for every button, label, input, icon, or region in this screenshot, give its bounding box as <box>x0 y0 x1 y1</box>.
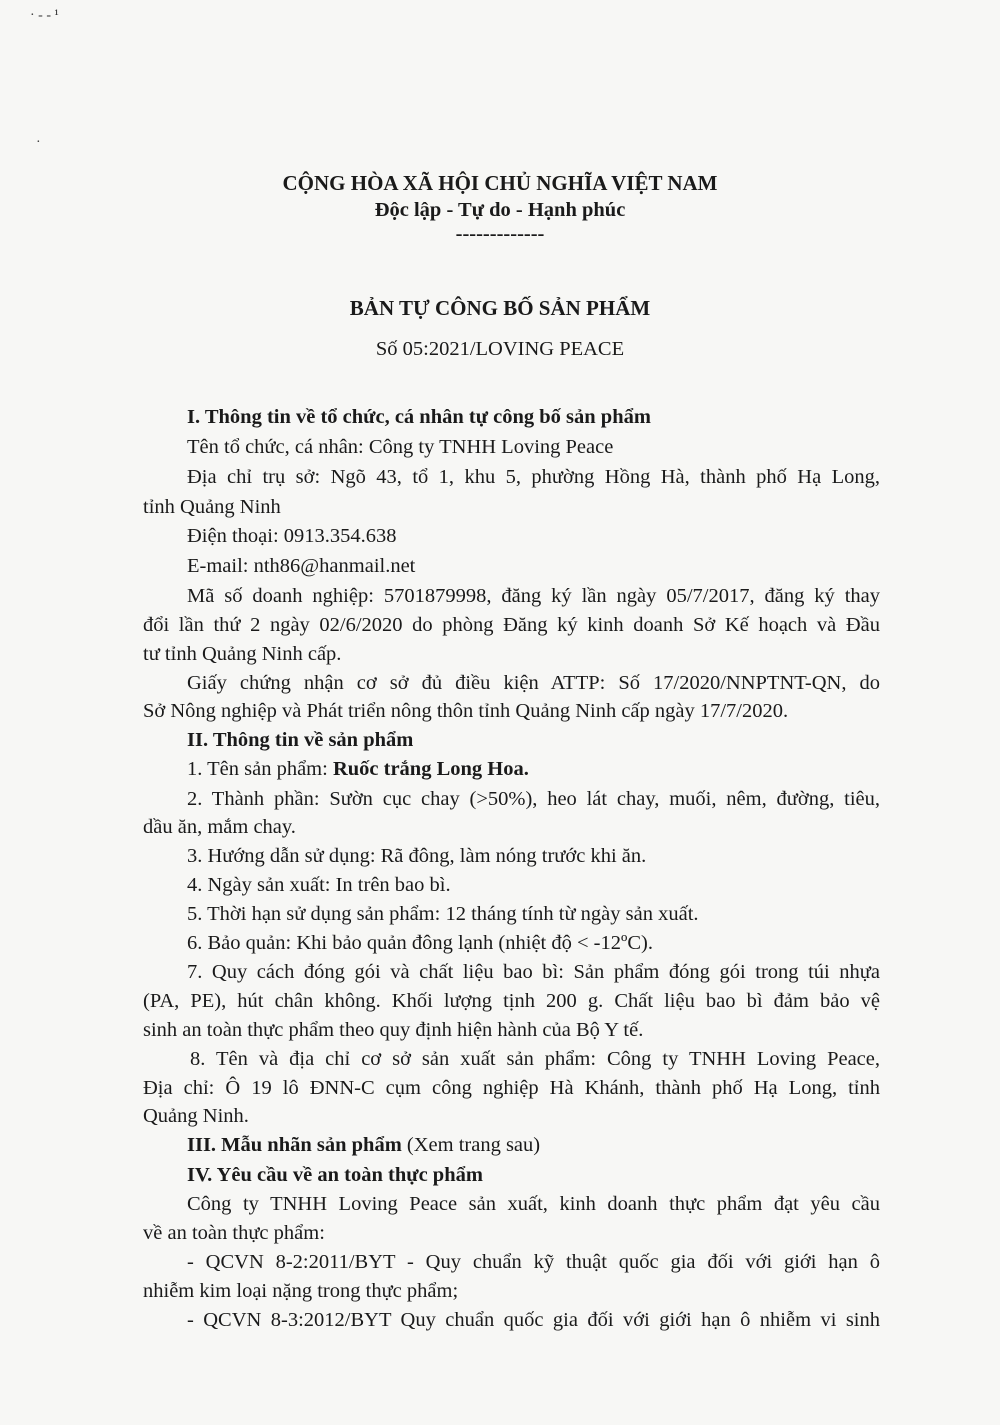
manufacturer-line-1: 8. Tên và địa chỉ cơ sở sản xuất sản phẩm: Công ty TNHH Loving Peace, <box>190 1048 880 1070</box>
ingredients-line-2: dầu ăn, mắm chay. <box>143 816 296 838</box>
business-line-2: đổi lần thứ 2 ngày 02/6/2020 do phòng Đăng ký kinh doanh Sở Kế hoạch và Đầu <box>143 614 880 636</box>
address-line-1: Địa chỉ trụ sở: Ngõ 43, tổ 1, khu 5, phường Hồng Hà, thành phố Hạ Long, <box>187 466 880 488</box>
section-3-note: (Xem trang sau) <box>401 1134 541 1156</box>
manufacturer-line-3: Quảng Ninh. <box>143 1105 249 1127</box>
document-number: Số 05:2021/LOVING PEACE <box>375 338 625 360</box>
cert-line-2: Sở Nông nghiệp và Phát triển nông thôn tỉnh Quảng Ninh cấp ngày 17/7/2020. <box>143 700 789 722</box>
packaging-line-1: 7. Quy cách đóng gói và chất liệu bao bì: Sản phẩm đóng gói trong túi nhựa <box>187 961 880 983</box>
safety-intro-1: Công ty TNHH Loving Peace sản xuất, kinh doanh thực phẩm đạt yêu cầu <box>187 1193 880 1215</box>
motto: Độc lập - Tự do - Hạnh phúc <box>374 199 626 221</box>
manufacturer-line-2: Địa chỉ: Ô 19 lô ĐNN-C cụm công nghiệp Hà Khánh, thành phố Hạ Long, tỉnh <box>143 1077 880 1099</box>
packaging-line-3: sinh an toàn thực phẩm theo quy định hiện hành của Bộ Y tế. <box>143 1019 644 1041</box>
ingredients-line-1: 2. Thành phần: Sườn cục chay (>50%), heo lát chay, muối, nêm, đường, tiêu, <box>187 788 880 810</box>
org-name: Tên tổ chức, cá nhân: Công ty TNHH Loving Peace <box>187 436 614 458</box>
scan-mark: · ‑ ‑ ¹ <box>30 8 59 23</box>
section-4-heading: IV. Yêu cầu về an toàn thực phẩm <box>187 1164 483 1186</box>
product-name-value: Ruốc trắng Long Hoa. <box>332 758 529 780</box>
cert-line-1: Giấy chứng nhận cơ sở đủ điều kiện ATTP: Số 17/2020/NNPTNT-QN, do <box>187 672 880 694</box>
shelf-life: 5. Thời hạn sử dụng sản phẩm: 12 tháng tính từ ngày sản xuất. <box>187 903 699 925</box>
section-3-heading <box>187 1131 540 1159</box>
product-name <box>187 755 529 783</box>
section-3-title: III. Mẫu nhãn sản phẩm <box>187 1134 402 1156</box>
standard-1-line-1: - QCVN 8-2:2011/BYT - Quy chuẩn kỹ thuật quốc gia đối với giới hạn ô <box>187 1251 880 1273</box>
separator: ------------- <box>455 223 545 245</box>
section-1-heading: I. Thông tin về tổ chức, cá nhân tự công bố sản phẩm <box>187 406 651 428</box>
packaging-line-2: (PA, PE), hút chân không. Khối lượng tịnh 200 g. Chất liệu bao bì đảm bảo vệ <box>143 990 880 1012</box>
standard-1-line-2: nhiễm kim loại nặng trong thực phẩm; <box>143 1280 459 1302</box>
storage: 6. Bảo quản: Khi bảo quản đông lạnh (nhiệt độ < -12ºC). <box>187 932 653 954</box>
production-date: 4. Ngày sản xuất: In trên bao bì. <box>187 874 451 896</box>
scan-dot: · <box>36 135 41 150</box>
standard-2-line-1: - QCVN 8-3:2012/BYT Quy chuẩn quốc gia đối với giới hạn ô nhiễm vi sinh <box>187 1309 880 1331</box>
business-line-3: tư tỉnh Quảng Ninh cấp. <box>143 643 342 665</box>
email: E-mail: nth86@hanmail.net <box>187 555 416 577</box>
address-line-2: tỉnh Quảng Ninh <box>143 496 281 518</box>
phone: Điện thoại: 0913.354.638 <box>187 525 397 547</box>
product-name-label: 1. Tên sản phẩm: <box>187 758 333 780</box>
usage: 3. Hướng dẫn sử dụng: Rã đông, làm nóng trước khi ăn. <box>187 845 647 867</box>
business-line-1: Mã số doanh nghiệp: 5701879998, đăng ký lần ngày 05/7/2017, đăng ký thay <box>187 585 880 607</box>
safety-intro-2: về an toàn thực phẩm: <box>143 1222 325 1244</box>
document-title: BẢN TỰ CÔNG BỐ SẢN PHẨM <box>349 296 651 320</box>
section-2-heading: II. Thông tin về sản phẩm <box>187 729 414 751</box>
country-heading: CỘNG HÒA XÃ HỘI CHỦ NGHĨA VIỆT NAM <box>282 171 718 195</box>
